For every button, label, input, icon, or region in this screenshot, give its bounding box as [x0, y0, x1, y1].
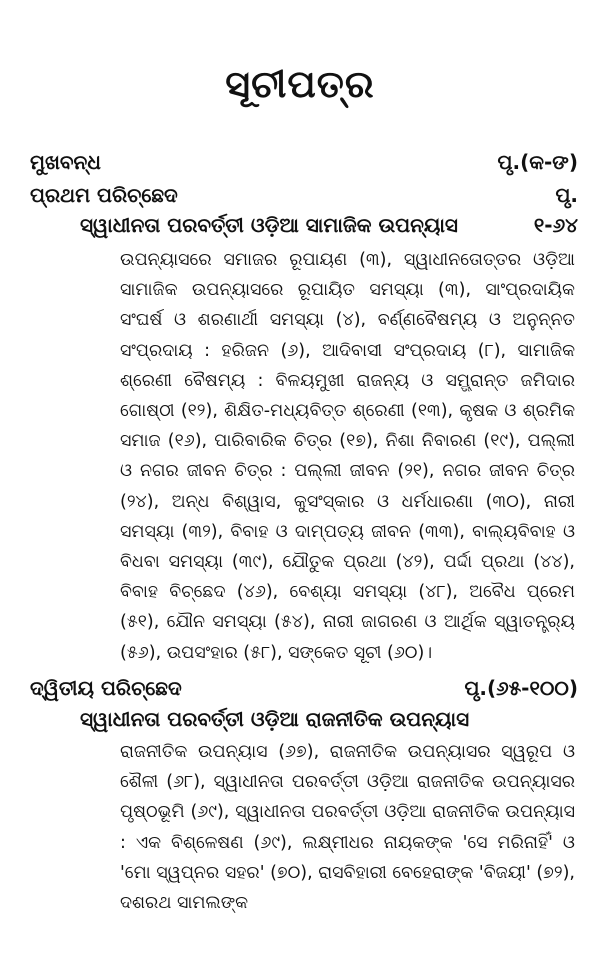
chapter1-contents: [80, 245, 575, 668]
chapter1-pages: ୧-୬୪: [533, 213, 578, 237]
chapter1-subtitle: ସ୍ୱାଧୀନତା ପରବର୍ତ୍ତୀ ଓଡ଼ିଆ ସାମାଜିକ ଉପନ୍ୟାସ: [80, 213, 458, 237]
chapter2-label: ଦ୍ୱିତୀୟ ପରିଚ୍ଛେଦ: [30, 676, 182, 700]
chapter1-heading: [30, 183, 578, 209]
front-matter-pages: ପୃ.(କ-ଙ): [497, 150, 578, 174]
chapter2-subtitle: ସ୍ୱାଧୀନତା ପରବର୍ତ୍ତୀ ଓଡ଼ିଆ ରାଜନୀତିକ ଉପନ୍ୟାସ: [80, 707, 470, 731]
chapter1-page-label: ପୃ.: [555, 183, 578, 207]
chapter2-subtitle-row: [30, 707, 578, 733]
front-matter-entry: [30, 150, 578, 176]
chapter2-pages: ପୃ.(୬୫-୧୦୦): [464, 676, 578, 700]
front-matter-label: ମୁଖବନ୍ଧ: [30, 150, 101, 174]
chapter2-contents: [80, 737, 575, 918]
chapter1-subtitle-row: [30, 213, 578, 239]
chapter2-heading: [30, 676, 578, 702]
page-title: ସୂଚୀପତ୍ର: [225, 62, 375, 106]
chapter2-contents-text: ରାଜନୀତିକ ଉପନ୍ୟାସ (୬୭), ରାଜନୀତିକ ଉପନ୍ୟାସର ସ୍ୱରୂପ ଓ ଶୈଳୀ (୬୮), ସ୍ୱାଧୀନତା ପରବର୍ତ୍ତୀ ଓଡ଼ିଆ ରାଜନୀତିକ ଉପନ୍ୟାସର ପୃଷ୍ଠଭୂମି (୬୯), ସ୍ୱାଧୀନତା ପରବର୍ତ୍ତୀ ଓଡ଼ିଆ ରାଜନୀତିକ ଉପନ୍ୟାସ : ଏକ ବିଶ୍ଳେଷଣ (୬୯), ଲକ୍ଷ୍ମୀଧର ନାୟକଙ୍କ 'ସେ ମରିନାହିଁ' ଓ 'ମୋ ସ୍ୱପ୍ନର ସହର' (୭୦), ରାସବିହାରୀ ବେହେରାଙ୍କ 'ବିଜୟୀ' (୭୨), ଦଶରଥ ସାମଲଙ୍କ: [120, 742, 575, 914]
chapter1-contents-text: ଉପନ୍ୟାସରେ ସମାଜର ରୂପାୟଣ (୩), ସ୍ୱାଧୀନତୋତ୍ତର ଓଡ଼ିଆ ସାମାଜିକ ଉପନ୍ୟାସରେ ରୂପାୟିତ ସମସ୍ୟା (୩), ସାଂପ୍ରଦାୟିକ ସଂଘର୍ଷ ଓ ଶରଣାର୍ଥୀ ସମସ୍ୟା (୪), ବର୍ଣ୍ଣବୈଷମ୍ୟ ଓ ଅନୁନ୍ନତ ସଂପ୍ରଦାୟ : ହରିଜନ (୬), ଆଦିବାସୀ ସଂପ୍ରଦାୟ (୮), ସାମାଜିକ ଶ୍ରେଣୀ ବୈଷମ୍ୟ : ବିଳୟମୁଖୀ ରାଜନ୍ୟ ଓ ସମ୍ଭ୍ରାନ୍ତ ଜମିଦାର ଗୋଷ୍ଠୀ (୧୨), ଶିକ୍ଷିତ-ମଧ୍ୟବିତ୍ତ ଶ୍ରେଣୀ (୧୩), କୃଷକ ଓ ଶ୍ରମିକ ସମାଜ (୧୬), ପାରିବାରିକ ଚିତ୍ର (୧୭), ନିଶା ନିବାରଣ (୧୯), ପଲ୍ଲୀ ଓ ନଗର ଜୀବନ ଚିତ୍ର : ପଲ୍ଲୀ ଜୀବନ (୨୧), ନଗର ଜୀବନ ଚିତ୍ର (୨୪), ଅନ୍ଧ ବିଶ୍ୱାସ, କୁସଂସ୍କାର ଓ ଧର୍ମଧାରଣା (୩୦), ନାରୀ ସମସ୍ୟା (୩୨), ବିବାହ ଓ ଦାମ୍ପତ୍ୟ ଜୀବନ (୩୩), ବାଲ୍ୟବିବାହ ଓ ବିଧବା ସମସ୍ୟା (୩୯), ଯୌତୁକ ପ୍ରଥା (୪୨), ପର୍ଦ୍ଦା ପ୍ରଥା (୪୪), ବିବାହ ବିଚ୍ଛେଦ (୪୬), ବେଶ୍ୟା ସମସ୍ୟା (୪୮), ଅବୈଧ ପ୍ରେମ (୫୧), ଯୌନ ସମସ୍ୟା (୫୪), ନାରୀ ଜାଗରଣ ଓ ଆର୍ଥିକ ସ୍ୱାତନ୍ତ୍ର୍ୟ (୫୬), ଉପସଂହାର (୫୮), ସଙ୍କେତ ସୂଚୀ (୬୦)।: [120, 250, 575, 663]
chapter1-label: ପ୍ରଥମ ପରିଚ୍ଛେଦ: [30, 183, 178, 207]
